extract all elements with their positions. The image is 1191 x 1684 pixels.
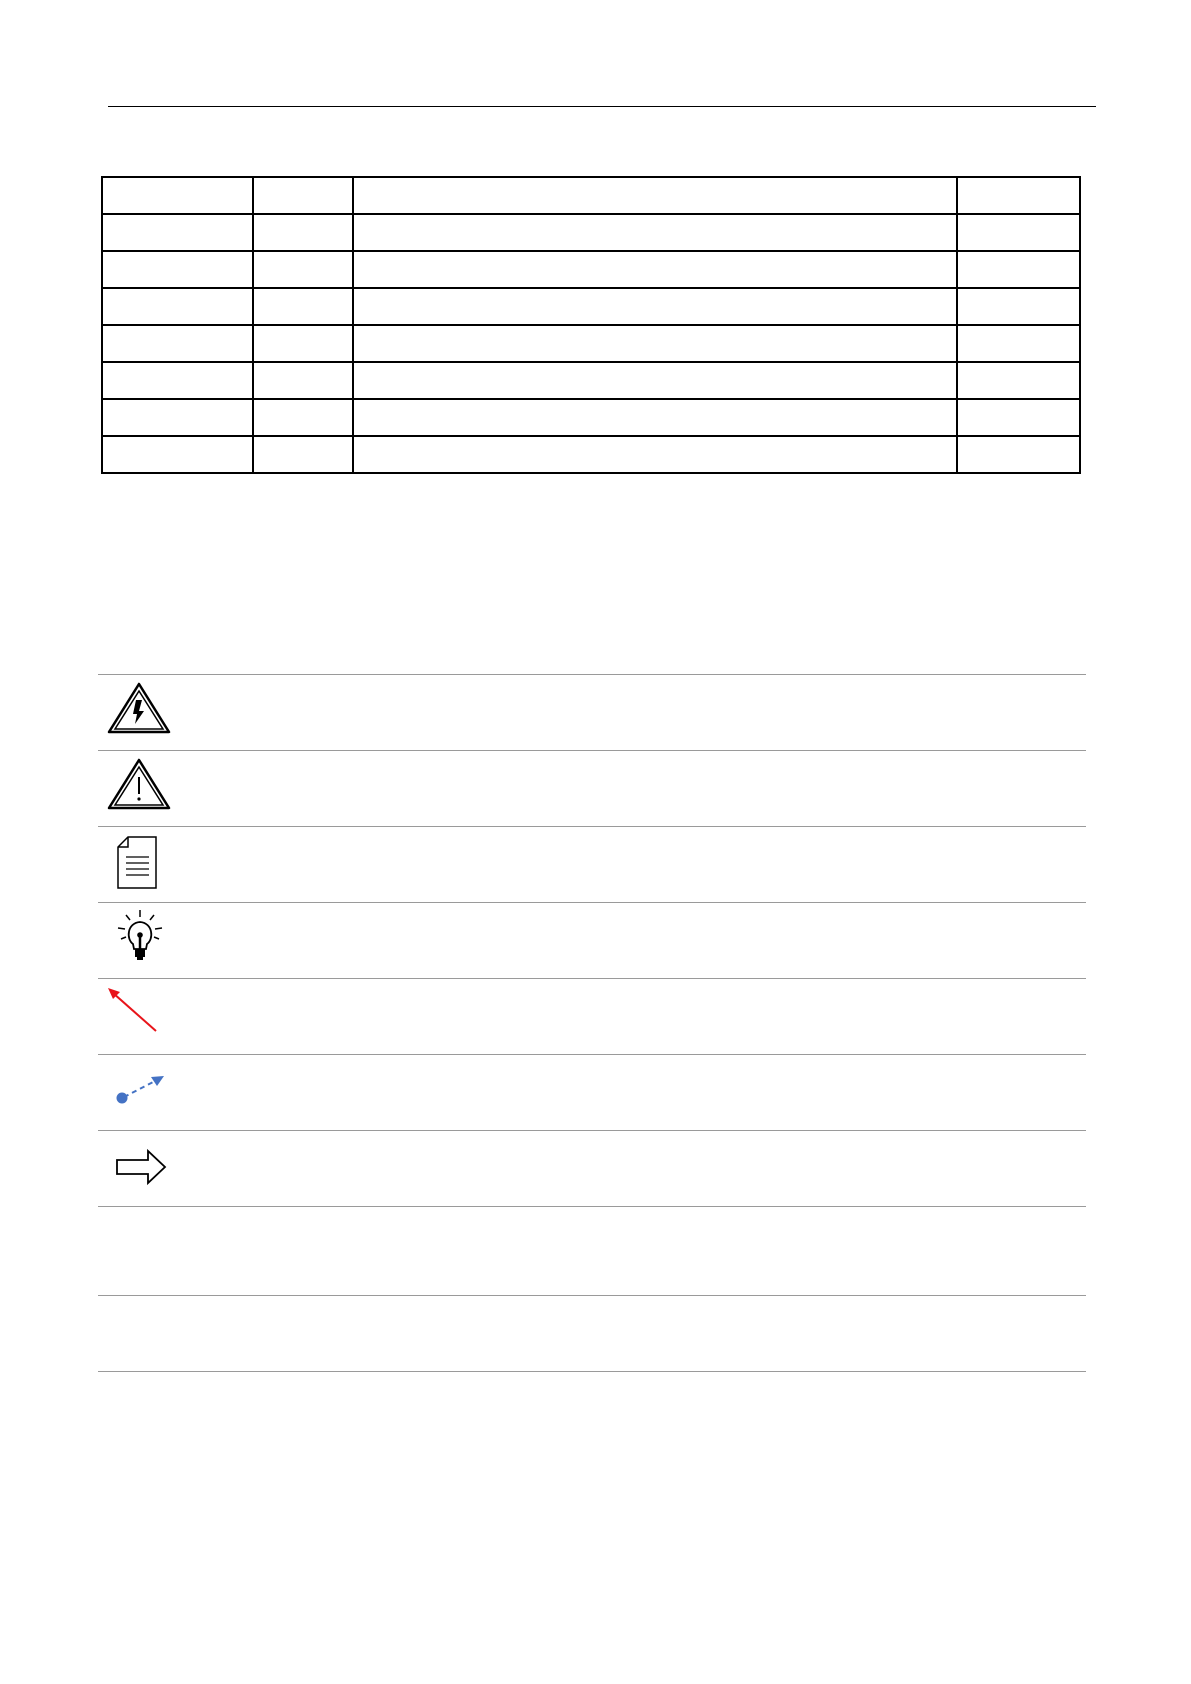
table-row (102, 436, 1080, 473)
symbol-legend (98, 674, 1086, 1372)
table-cell (957, 177, 1080, 214)
table-cell (253, 362, 353, 399)
legend-row-red-arrow (98, 978, 1086, 1054)
legend-row-empty (98, 1206, 1086, 1295)
table-cell (353, 251, 957, 288)
table-cell (102, 251, 253, 288)
table-cell (957, 325, 1080, 362)
table-cell (353, 362, 957, 399)
table-row (102, 214, 1080, 251)
table-row (102, 325, 1080, 362)
revision-table-body (102, 177, 1080, 473)
note-document-icon (106, 833, 172, 889)
table-row (102, 251, 1080, 288)
table-cell (957, 362, 1080, 399)
electric-hazard-icon (106, 681, 172, 737)
table-cell (102, 436, 253, 473)
table-cell (353, 288, 957, 325)
table-cell (957, 399, 1080, 436)
table-row (102, 362, 1080, 399)
legend-row-outline-arrow (98, 1130, 1086, 1206)
table-cell (353, 214, 957, 251)
table-cell (102, 288, 253, 325)
table-cell (253, 399, 353, 436)
outline-right-arrow-icon (106, 1137, 172, 1193)
warning-icon (106, 757, 172, 813)
legend-row-empty (98, 1295, 1086, 1372)
table-cell (102, 214, 253, 251)
lightbulb-tip-icon (106, 909, 172, 965)
red-pointer-arrow-icon (106, 985, 172, 1041)
table-cell (957, 214, 1080, 251)
table-cell (957, 436, 1080, 473)
legend-row-tip (98, 902, 1086, 978)
revision-table (101, 176, 1081, 474)
legend-row-blue-arrow (98, 1054, 1086, 1130)
table-cell (353, 436, 957, 473)
legend-row-note (98, 826, 1086, 902)
table-cell (253, 436, 353, 473)
table-cell (957, 288, 1080, 325)
header-rule (108, 106, 1096, 107)
table-cell (353, 177, 957, 214)
table-cell (102, 362, 253, 399)
legend-row-electric-hazard (98, 674, 1086, 750)
table-cell (102, 177, 253, 214)
blue-dashed-arrow-icon (106, 1061, 172, 1117)
table-row (102, 288, 1080, 325)
table-cell (353, 325, 957, 362)
table-cell (102, 325, 253, 362)
table-cell (253, 325, 353, 362)
table-row (102, 399, 1080, 436)
table-cell (253, 288, 353, 325)
legend-row-warning (98, 750, 1086, 826)
table-cell (102, 399, 253, 436)
table-cell (353, 399, 957, 436)
table-cell (957, 251, 1080, 288)
table-cell (253, 214, 353, 251)
table-cell (253, 251, 353, 288)
table-row (102, 177, 1080, 214)
table-cell (253, 177, 353, 214)
